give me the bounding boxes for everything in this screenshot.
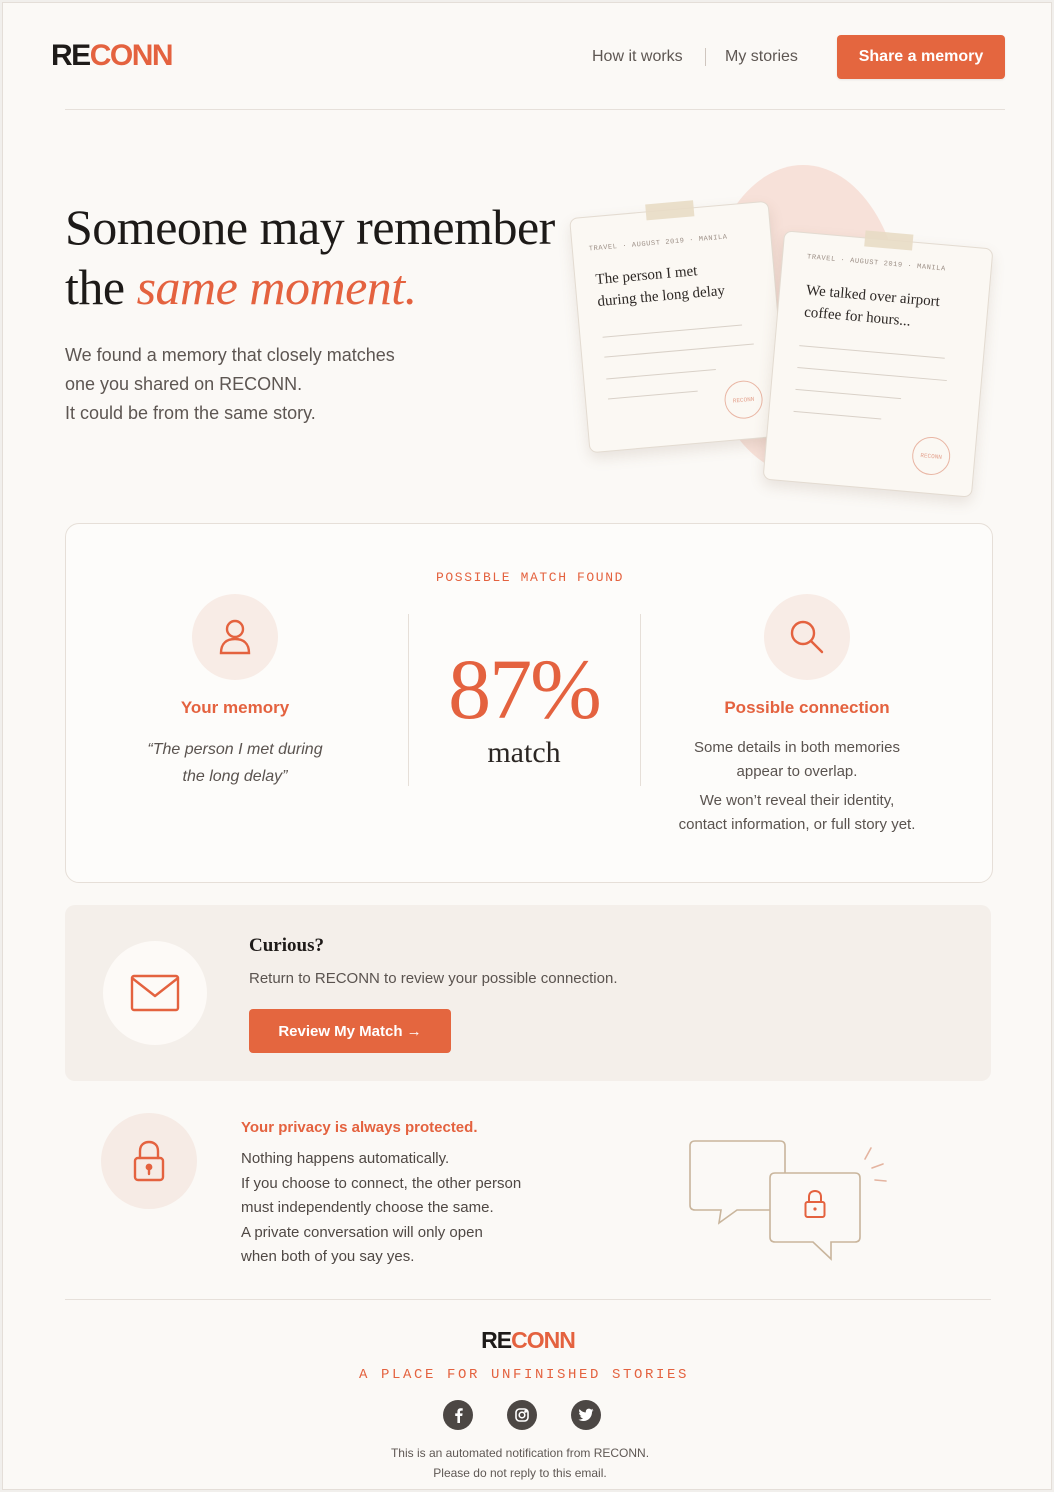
tape	[645, 200, 694, 220]
memory-card-yours	[569, 201, 789, 454]
card-line	[797, 367, 947, 381]
envelope-icon	[103, 941, 207, 1045]
footer-tagline: A PLACE FOR UNFINISHED STORIES	[358, 1367, 690, 1383]
card-line	[606, 369, 716, 380]
your-memory-title: Your memory	[180, 698, 290, 717]
card-stamp: RECONN	[723, 379, 764, 420]
chat-bubbles-icon	[685, 1135, 895, 1267]
nav-my-stories[interactable]: My stories	[725, 48, 798, 65]
card-stamp: RECONN	[911, 435, 952, 476]
card-meta: TRAVEL · AUGUST 2019 · MANILA	[588, 233, 728, 254]
hero-body: We found a memory that closely matches one you shared on RECONN. It could be from the same story.	[65, 345, 395, 423]
card-text: We talked over airport coffee for hours...	[803, 282, 941, 330]
possible-connection-body: Some details in both memories appear to overlap. We won’t reveal their identity, contact information, or full story yet.	[678, 739, 916, 833]
email-page	[2, 2, 1052, 1490]
footer-divider	[65, 1299, 991, 1300]
header-divider	[65, 109, 1005, 110]
possible-connection-title: Possible connection	[724, 698, 890, 717]
review-match-button[interactable]: Review My Match →	[249, 1009, 451, 1053]
card-line	[608, 391, 698, 400]
column-divider	[640, 614, 641, 786]
card-line	[794, 411, 882, 420]
lock-icon	[101, 1113, 197, 1209]
nav-divider	[705, 48, 706, 66]
footer-logo[interactable]: RECONN	[481, 1327, 575, 1353]
match-kicker: POSSIBLE MATCH FOUND	[435, 570, 625, 585]
match-percentage: 87%	[448, 641, 600, 737]
card-line	[603, 324, 743, 337]
brand-logo[interactable]: RECONN	[51, 39, 173, 72]
card-line	[795, 389, 901, 399]
card-line	[799, 345, 945, 359]
card-text: The person I met during the long delay	[594, 263, 726, 310]
match-summary-card	[65, 523, 993, 883]
twitter-icon[interactable]	[571, 1400, 601, 1430]
hero-title: Someone may remember the same moment.	[65, 199, 555, 315]
curious-panel	[65, 905, 991, 1081]
curious-title: Curious?	[249, 935, 324, 956]
match-label: match	[487, 736, 561, 769]
facebook-icon[interactable]	[443, 1400, 473, 1430]
your-memory-quote: “The person I met during the long delay”	[147, 741, 323, 785]
memory-card-match	[763, 230, 994, 497]
privacy-body: Nothing happens automatically. If you choose to connect, the other person must independently choose the same. A private conversation will only open when both of you say yes.	[241, 1150, 522, 1266]
nav-how-it-works[interactable]: How it works	[592, 48, 683, 65]
person-icon	[192, 594, 278, 680]
instagram-icon[interactable]	[507, 1400, 537, 1430]
privacy-title: Your privacy is always protected.	[241, 1119, 478, 1136]
curious-body: Return to RECONN to review your possible connection.	[249, 970, 618, 987]
share-memory-button[interactable]: Share a memory	[837, 35, 1005, 79]
tape	[864, 230, 913, 250]
footer-note: This is an automated notification from RECONN. Please do not reply to this email.	[390, 1446, 650, 1480]
card-meta: TRAVEL · AUGUST 2019 · MANILA	[806, 253, 947, 274]
search-icon	[764, 594, 850, 680]
card-line	[604, 344, 754, 358]
